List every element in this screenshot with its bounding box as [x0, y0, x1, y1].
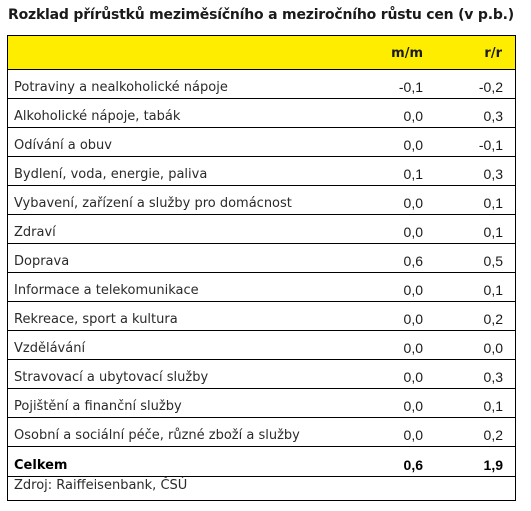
row-label: Potraviny a nealkoholické nápoje — [14, 80, 228, 95]
row-label: Alkoholické nápoje, tabák — [14, 109, 181, 124]
row-label: Osobní a sociální péče, různé zboží a služby — [14, 428, 300, 443]
row-value-mm: 0,0 — [403, 195, 423, 211]
row-label: Bydlení, voda, energie, paliva — [14, 167, 208, 182]
row-value-mm: 0,0 — [403, 108, 423, 124]
table-row — [8, 99, 515, 128]
source-note: Zdroj: Raiffeisenbank, ČSÚ — [14, 478, 188, 493]
total-value-rr: 1,9 — [483, 457, 503, 473]
row-label: Doprava — [14, 254, 70, 269]
row-value-rr: 0,3 — [483, 369, 503, 385]
row-value-mm: 0,0 — [403, 398, 423, 414]
row-value-rr: -0,2 — [478, 79, 503, 95]
row-value-mm: -0,1 — [398, 79, 423, 95]
column-header-rr: r/r — [484, 46, 502, 61]
table-row — [8, 128, 515, 157]
total-row — [8, 447, 515, 477]
row-label: Stravovací a ubytovací služby — [14, 370, 209, 385]
row-value-mm: 0,6 — [403, 253, 423, 269]
row-value-rr: 0,2 — [483, 311, 503, 327]
row-value-mm: 0,0 — [403, 311, 423, 327]
table-row — [8, 244, 515, 273]
row-value-rr: 0,0 — [483, 340, 503, 356]
table-title: Rozklad přírůstků meziměsíčního a meziročního růstu cen (v p.b.) — [8, 7, 514, 23]
table-row — [8, 157, 515, 186]
row-value-rr: 0,5 — [483, 253, 503, 269]
total-value-mm: 0,6 — [403, 457, 423, 473]
row-value-rr: 0,3 — [483, 166, 503, 182]
row-value-mm: 0,0 — [403, 224, 423, 240]
row-value-mm: 0,0 — [403, 427, 423, 443]
total-label: Celkem — [14, 458, 68, 473]
price-growth-table — [7, 35, 516, 501]
row-label: Pojištění a finanční služby — [14, 399, 182, 414]
row-value-rr: 0,1 — [483, 398, 503, 414]
row-label: Zdraví — [14, 225, 56, 240]
table-row — [8, 186, 515, 215]
table-row — [8, 273, 515, 302]
row-value-mm: 0,0 — [403, 282, 423, 298]
table-header — [8, 36, 515, 70]
table-row — [8, 215, 515, 244]
row-value-mm: 0,1 — [403, 166, 423, 182]
row-label: Odívání a obuv — [14, 138, 112, 153]
column-header-mm: m/m — [391, 46, 423, 61]
row-label: Rekreace, sport a kultura — [14, 312, 178, 327]
table-row — [8, 70, 515, 99]
row-value-mm: 0,0 — [403, 340, 423, 356]
row-value-rr: -0,1 — [478, 137, 503, 153]
row-value-rr: 0,1 — [483, 224, 503, 240]
table-row — [8, 418, 515, 447]
row-label: Vzdělávání — [14, 341, 86, 356]
row-value-rr: 0,3 — [483, 108, 503, 124]
table-row — [8, 331, 515, 360]
row-value-mm: 0,0 — [403, 369, 423, 385]
table-row — [8, 302, 515, 331]
row-label: Informace a telekomunikace — [14, 283, 199, 298]
row-value-rr: 0,2 — [483, 427, 503, 443]
table-row — [8, 389, 515, 418]
row-value-rr: 0,1 — [483, 282, 503, 298]
row-label: Vybavení, zařízení a služby pro domácnost — [14, 196, 292, 211]
table-row — [8, 360, 515, 389]
row-value-rr: 0,1 — [483, 195, 503, 211]
row-value-mm: 0,0 — [403, 137, 423, 153]
